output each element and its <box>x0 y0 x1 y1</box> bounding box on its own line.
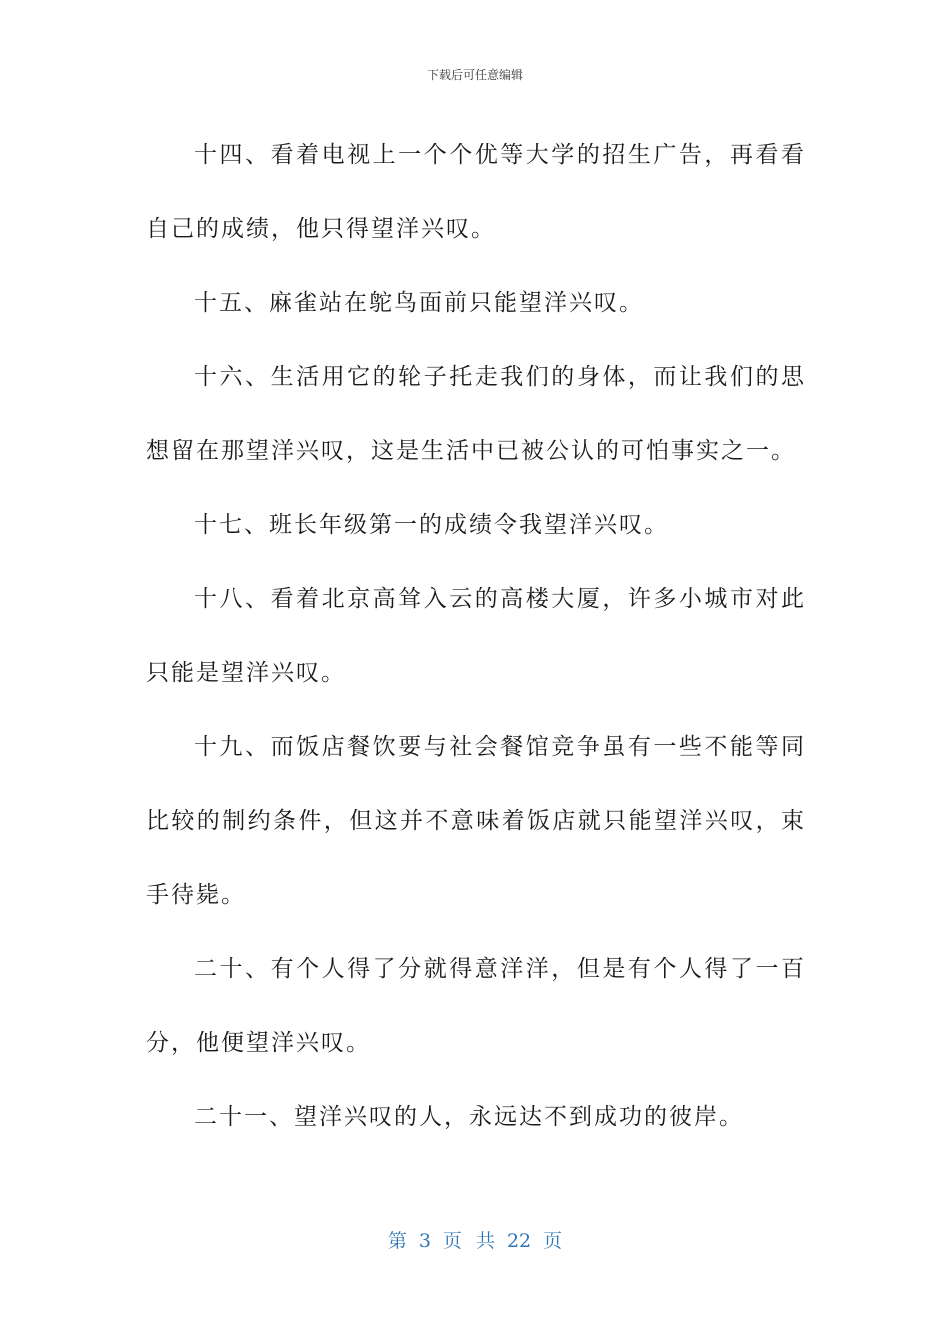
footer-middle: 页 共 <box>442 1230 495 1252</box>
paragraph-21: 二十一、望洋兴叹的人，永远达不到成功的彼岸。 <box>194 1104 744 1130</box>
paragraph-19: 十九、而饭店餐饮要与社会餐馆竞争虽有一些不能等同比较的制约条件，但这并不意味着饭店就只能望洋兴叹，束手待毙。 <box>146 734 806 908</box>
paragraph-15: 十五、麻雀站在鸵鸟面前只能望洋兴叹。 <box>194 290 644 316</box>
header-note: 下载后可任意编辑 <box>426 68 523 82</box>
paragraph-14: 十四、看着电视上一个个优等大学的招生广告，再看看自己的成绩，他只得望洋兴叹。 <box>146 142 806 242</box>
page-footer <box>0 1226 950 1253</box>
paragraph-16: 十六、生活用它的轮子托走我们的身体，而让我们的思想留在那望洋兴叹，这是生活中已被公认的可怕事实之一。 <box>146 364 806 464</box>
paragraph-17: 十七、班长年级第一的成绩令我望洋兴叹。 <box>194 512 669 538</box>
footer-page-number: 3 <box>418 1230 431 1252</box>
footer-total-pages: 22 <box>506 1230 532 1252</box>
paragraph-18: 十八、看着北京高耸入云的高楼大厦，许多小城市对此只能是望洋兴叹。 <box>146 586 806 686</box>
footer-suffix: 页 <box>543 1230 563 1252</box>
footer-prefix: 第 <box>387 1230 407 1252</box>
document-body <box>146 118 806 1154</box>
paragraph-20: 二十、有个人得了分就得意洋洋，但是有个人得了一百分，他便望洋兴叹。 <box>146 956 806 1056</box>
